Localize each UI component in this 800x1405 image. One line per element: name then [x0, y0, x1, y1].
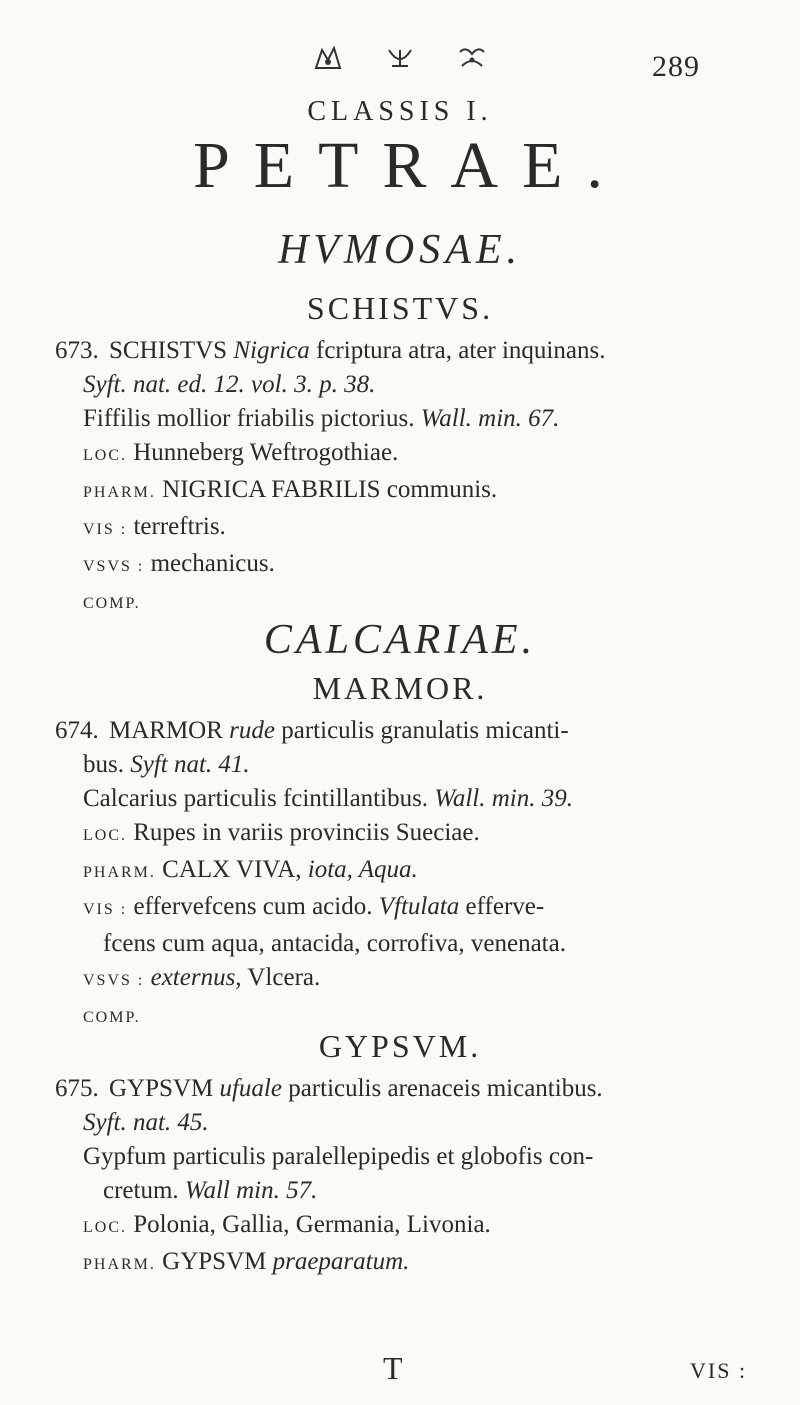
field-value: efferve- — [465, 893, 545, 920]
entry-line — [55, 961, 755, 998]
entry-trivial-name: Nigrica — [233, 337, 310, 364]
entry-line — [55, 402, 755, 436]
field-label: VSVS : — [83, 558, 145, 575]
ornament-icon-2 — [386, 46, 414, 70]
entry-line — [55, 473, 755, 510]
field-label: LOC. — [83, 1219, 127, 1236]
entry-trivial-name: ufuale — [219, 1075, 282, 1102]
entry-description: particulis arenaceis micantibus. — [288, 1075, 603, 1102]
entry-line — [55, 334, 755, 368]
entry-reference: Syft nat. 41. — [130, 751, 250, 778]
section-subtitle-marmor: MARMOR. — [312, 670, 488, 706]
entry-description: particulis granulatis micanti- — [281, 717, 569, 744]
entry-674 — [55, 714, 755, 1035]
field-label: LOC. — [83, 827, 127, 844]
entry-reference: Wall. min. 67. — [420, 405, 560, 432]
entry-number: 674. — [55, 717, 99, 744]
entry-name: MARMOR — [109, 717, 223, 744]
field-value: mechanicus. — [150, 550, 275, 577]
entry-line — [55, 1208, 755, 1245]
entry-reference: Syft. nat. 45. — [83, 1109, 209, 1136]
field-value: Hunneberg Weftrogothiae. — [133, 439, 399, 466]
ornament-icon-3 — [458, 46, 486, 70]
entry-line — [55, 782, 755, 816]
entry-name: SCHISTVS — [109, 337, 228, 364]
section-title-schistus: SCHISTVS. — [306, 290, 494, 326]
entry-line — [55, 1245, 755, 1282]
entry-line — [55, 510, 755, 547]
catchword: VIS : — [690, 1358, 748, 1383]
field-value: NIGRICA FABRILIS communis. — [162, 476, 498, 503]
entry-line — [55, 436, 755, 473]
entry-synonym: cretum. — [103, 1177, 179, 1204]
field-label: PHARM. — [83, 864, 156, 881]
entry-reference: Wall min. 57. — [184, 1177, 318, 1204]
field-value: CALX VIVA, — [162, 856, 302, 883]
ornament-icon-1 — [314, 46, 342, 70]
entry-trivial-name: rude — [229, 717, 275, 744]
section-title-calcariae: CALCARIAE. — [263, 617, 537, 663]
field-value: Rupes in variis provinciis Sueciae. — [133, 819, 480, 846]
entry-line — [55, 1174, 755, 1208]
entry-synonym: Fiffilis mollior friabilis pictorius. — [83, 405, 415, 432]
entry-line — [55, 714, 755, 748]
field-value-italic: praeparatum. — [272, 1248, 410, 1275]
entry-description: bus. — [83, 751, 124, 778]
field-label: LOC. — [83, 447, 127, 464]
field-label: VSVS : — [83, 972, 145, 989]
entry-line — [55, 547, 755, 584]
entry-675 — [55, 1072, 755, 1282]
field-value-italic: iota, Aqua. — [307, 856, 418, 883]
field-value-italic: externus, — [150, 964, 242, 991]
field-label: COMP. — [83, 1009, 141, 1026]
entry-description: fcriptura atra, ater inquinans. — [316, 337, 606, 364]
entry-number: 675. — [55, 1075, 99, 1102]
petrae-heading: PETRAE. — [193, 129, 627, 202]
humosae-heading: HVMOSAE. — [277, 227, 523, 273]
entry-reference: Syft. nat. ed. 12. vol. 3. p. 38. — [83, 371, 376, 398]
field-label: VIS : — [83, 901, 128, 918]
class-heading: CLASSIS I. — [307, 96, 493, 127]
entry-reference: Wall. min. 39. — [434, 785, 573, 812]
entry-line — [55, 890, 755, 927]
entry-line — [55, 1072, 755, 1106]
entry-synonym: Gypfum particulis paralellepipedis et globofis con- — [83, 1143, 594, 1170]
field-label: COMP. — [83, 595, 141, 612]
entry-line — [55, 748, 755, 782]
entry-number: 673. — [55, 337, 99, 364]
entry-synonym: Calcarius particulis fcintillantibus. — [83, 785, 429, 812]
field-value: Vlcera. — [247, 964, 321, 991]
field-value-italic: Vftulata — [378, 893, 460, 920]
entry-line — [55, 853, 755, 890]
section-title-gypsum: GYPSVM. — [318, 1028, 482, 1064]
entry-673 — [55, 334, 755, 621]
field-value: terreftris. — [133, 513, 226, 540]
field-value: effervefcens cum acido. — [133, 893, 373, 920]
field-value-continued: fcens cum aqua, antacida, corrofiva, venenata. — [103, 930, 566, 957]
entry-name: GYPSVM — [109, 1075, 214, 1102]
signature-mark: T — [383, 1350, 403, 1386]
field-value: GYPSVM — [162, 1248, 267, 1275]
field-value: Polonia, Gallia, Germania, Livonia. — [133, 1211, 491, 1238]
field-label: PHARM. — [83, 484, 156, 501]
field-label: PHARM. — [83, 1256, 156, 1273]
entry-line — [55, 816, 755, 853]
field-label: VIS : — [83, 521, 128, 538]
page-number: 289 — [652, 50, 700, 83]
